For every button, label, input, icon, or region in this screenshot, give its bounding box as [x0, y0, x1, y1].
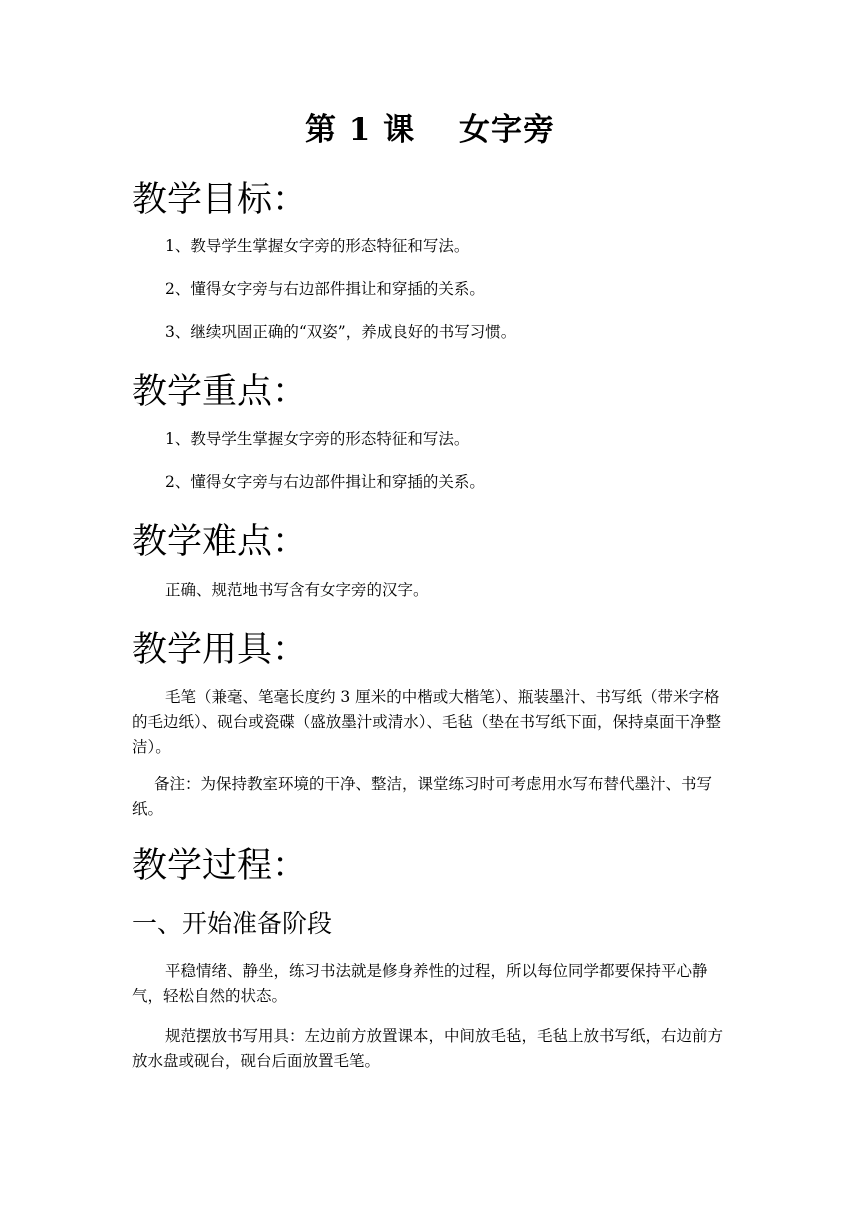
key-point-item-2: 2、懂得女字旁与右边部件揖让和穿插的关系。 [165, 473, 485, 491]
lesson-title: 第 1 课 女字旁 [305, 112, 555, 148]
difficulties-text: 正确、规范地书写含有女字旁的汉字。 [165, 581, 429, 599]
goal-item-1: 1、教导学生掌握女字旁的形态特征和写法。 [165, 237, 470, 255]
process-heading: 教学过程： [132, 846, 308, 886]
goal-item-3: 3、继续巩固正确的“双姿”，养成良好的书写习惯。 [165, 323, 517, 341]
goals-heading: 教学目标： [132, 180, 308, 220]
difficulties-heading: 教学难点： [132, 522, 308, 562]
tools-note: 备注：为保持教室环境的干净、整洁，课堂练习时可考虑用水写布替代墨汁、书写纸。 [132, 775, 713, 818]
stage-1-heading: 一、开始准备阶段 [132, 909, 333, 938]
stage-1-paragraph-2: 规范摆放书写用具：左边前方放置课本，中间放毛毡，毛毡上放书写纸，右边前方放水盘或砚台，砚台后面放置毛笔。 [132, 1027, 724, 1070]
goal-item-2: 2、懂得女字旁与右边部件揖让和穿插的关系。 [165, 280, 485, 298]
key-point-item-1: 1、教导学生掌握女字旁的形态特征和写法。 [165, 430, 470, 448]
key-points-heading: 教学重点： [132, 372, 308, 412]
tools-text: 毛笔（兼毫、笔毫长度约 3 厘米的中楷或大楷笔）、瓶装墨汁、书写纸（带米字格的毛边纸）、砚台或瓷碟（盛放墨汁或清水）、毛毡（垫在书写纸下面，保持桌面干净整洁）。 [132, 688, 722, 756]
stage-1-paragraph-1: 平稳情绪、静坐，练习书法就是修身养性的过程，所以每位同学都要保持平心静气，轻松自然的状态。 [132, 962, 708, 1005]
tools-heading: 教学用具： [132, 630, 308, 670]
